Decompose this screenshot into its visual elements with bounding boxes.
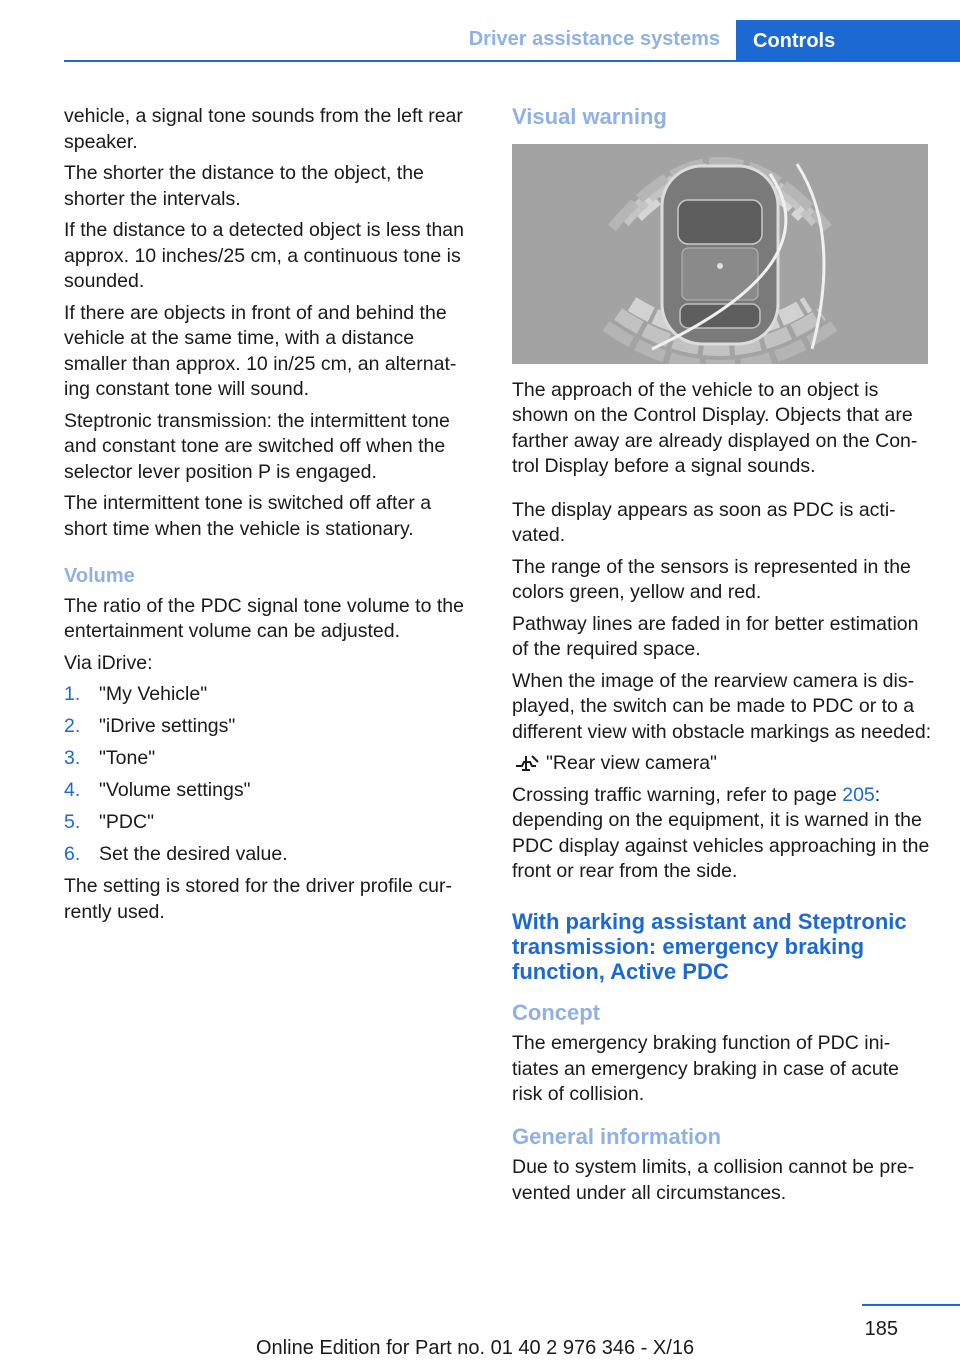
- paragraph: The range of the sensors is represented in the colors green, yellow and red.: [512, 555, 911, 603]
- list-item: [64, 778, 478, 804]
- step-text: "PDC": [99, 811, 155, 833]
- pdc-display-illustration: [512, 144, 928, 364]
- paragraph: [512, 783, 932, 885]
- pdc-car-sensor-image: [512, 144, 928, 364]
- step-number: 5.: [64, 811, 81, 833]
- page-number: 185: [864, 1318, 898, 1340]
- paragraph: Via iDrive:: [64, 651, 153, 674]
- paragraph: Due to system limits, a collision cannot be pre‐ vented under all circumstances.: [512, 1156, 915, 1204]
- paragraph: The ratio of the PDC signal tone volume to the entertainment volume can be adjusted.: [64, 594, 464, 642]
- paragraph: Pathway lines are faded in for better estimation of the required space.: [512, 612, 919, 660]
- step-text: "My Vehicle": [99, 683, 208, 705]
- step-text: Set the desired value.: [99, 843, 288, 865]
- right-column: [512, 104, 932, 1212]
- footer-edition: Online Edition for Part no. 01 40 2 976 346 - X/16: [256, 1337, 695, 1359]
- paragraph: The setting is stored for the driver profile cur‐ rently used.: [64, 875, 452, 923]
- list-item: [64, 746, 478, 772]
- header-chapter-tab: Controls: [736, 20, 960, 62]
- concept-heading: Concept: [512, 999, 600, 1025]
- paragraph: Steptronic transmission: the intermittent tone and constant tone are switched off when the selector lever position P is engaged.: [64, 409, 450, 483]
- idrive-steps-list: [64, 682, 478, 868]
- step-number: 2.: [64, 715, 81, 737]
- step-text: "Tone": [99, 747, 156, 769]
- rear-view-camera-icon: [512, 752, 546, 776]
- paragraph: The display appears as soon as PDC is acti‐ vated.: [512, 498, 896, 546]
- list-item: [64, 714, 478, 740]
- volume-heading: Volume: [64, 565, 135, 587]
- paragraph: The approach of the vehicle to an object is shown on the Control Display. Objects that are farther away are already displayed on the Con‐ trol Display before a signal sounds.: [512, 378, 918, 477]
- camera-menu-label: "Rear view camera": [546, 752, 717, 774]
- step-number: 1.: [64, 683, 81, 705]
- step-text: "Volume settings": [99, 779, 251, 801]
- crossref-text: Crossing traffic warning, refer to page: [512, 783, 843, 806]
- left-column: [64, 104, 478, 931]
- parking-assistant-heading: With parking assistant and Steptronic transmission: emergency braking function, Active PDC: [512, 908, 907, 984]
- paragraph: The shorter the distance to the object, the shorter the intervals.: [64, 162, 424, 210]
- visual-warning-heading: Visual warning: [512, 104, 667, 129]
- list-item: [64, 682, 478, 708]
- step-number: 3.: [64, 747, 81, 769]
- list-item: [64, 842, 478, 868]
- paragraph: The emergency braking function of PDC ini‐ tiates an emergency braking in case of acute risk of collision.: [512, 1032, 899, 1105]
- step-number: 4.: [64, 779, 81, 801]
- step-text: "iDrive settings": [99, 715, 236, 737]
- footer-rule: [862, 1304, 960, 1306]
- list-item: [64, 810, 478, 836]
- camera-menu-item: [512, 751, 932, 777]
- paragraph: vehicle, a signal tone sounds from the left rear speaker.: [64, 105, 463, 153]
- header-section-title: Driver assistance systems: [468, 28, 720, 50]
- paragraph: If the distance to a detected object is less than approx. 10 inches/25 cm, a continuous tone is sounded.: [64, 219, 464, 292]
- crossref-text: : depending on the equipment, it is warned in the PDC display against vehicles approaching in the front or rear from the side.: [512, 783, 930, 882]
- step-number: 6.: [64, 843, 81, 865]
- paragraph: The intermittent tone is switched off after a short time when the vehicle is stationary.: [64, 492, 432, 540]
- paragraph: If there are objects in front of and behind the vehicle at the same time, with a distance smaller than approx. 10 in/25 cm, an alternat‐ ing constant tone will sound.: [64, 301, 457, 400]
- page-reference-link[interactable]: 205: [842, 783, 875, 806]
- general-information-heading: General information: [512, 1123, 722, 1149]
- paragraph: When the image of the rearview camera is dis‐ played, the switch can be made to PDC or to a different view with obstacle markings as needed:: [512, 669, 932, 743]
